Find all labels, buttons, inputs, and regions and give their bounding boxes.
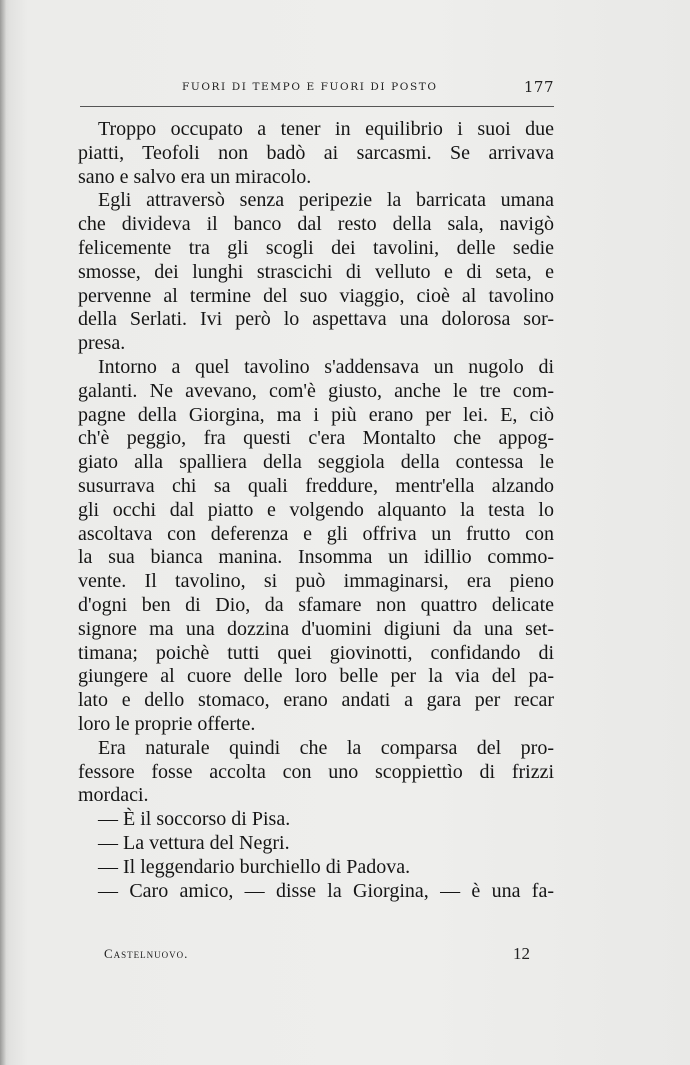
signature-number: 12 bbox=[513, 944, 530, 963]
text-line: della Serlati. Ivi però lo aspettava una dolorosa sor- bbox=[78, 308, 554, 331]
dialogue-line: — Il leggendario burchiello di Padova. bbox=[98, 855, 411, 878]
printer-signature: Castelnuovo. bbox=[104, 946, 189, 961]
text-line: smosse, dei lunghi strascichi di velluto e di seta, e bbox=[78, 260, 554, 283]
text-line: mordaci. bbox=[78, 784, 149, 807]
text-line: sano e salvo era un miracolo. bbox=[78, 165, 312, 188]
dialogue-line: — Caro amico, — disse la Giorgina, — è una fa- bbox=[98, 879, 554, 902]
dialogue-line: — La vettura del Negri. bbox=[98, 831, 290, 854]
running-head bbox=[80, 80, 554, 98]
text-line: che divideva il banco dal resto della sala, navigò bbox=[78, 213, 554, 236]
body-text bbox=[78, 118, 554, 903]
text-line: presa. bbox=[78, 332, 126, 355]
text-line: timana; poichè tutti quei giovinotti, confidando di bbox=[78, 641, 554, 664]
text-line: giungere al cuore delle loro belle per la via del pa- bbox=[78, 665, 554, 688]
text-line: pervenne al termine del suo viaggio, cioè al tavolino bbox=[78, 284, 554, 307]
page-gutter-shadow bbox=[0, 0, 6, 1065]
running-title: FUORI DI TEMPO E FUORI DI POSTO bbox=[182, 81, 438, 93]
text-line: d'ogni ben di Dio, da sfamare non quattro delicate bbox=[78, 593, 554, 616]
text-line: pagne della Giorgina, ma i più erano per lei. E, ciò bbox=[78, 403, 554, 426]
text-line: loro le proprie offerte. bbox=[78, 712, 256, 735]
text-line: susurrava chi sa quali freddure, mentr'ella alzando bbox=[78, 474, 554, 497]
text-line: lato e dello stomaco, erano andati a gara per recar bbox=[78, 689, 554, 712]
header-rule bbox=[80, 106, 554, 107]
text-line: signore ma una dozzina d'uomini digiuni da una set- bbox=[78, 617, 554, 640]
text-line: piatti, Teofoli non badò ai sarcasmi. Se arrivava bbox=[78, 141, 554, 164]
text-line: Intorno a quel tavolino s'addensava un nugolo di bbox=[98, 355, 554, 378]
text-line: gli occhi dal piatto e volgendo alquanto la testa lo bbox=[78, 498, 554, 521]
text-line: giato alla spalliera della seggiola della contessa le bbox=[78, 451, 554, 474]
text-line: Egli attraversò senza peripezie la barricata umana bbox=[98, 189, 554, 212]
page-number: 177 bbox=[523, 78, 554, 96]
text-line: vente. Il tavolino, si può immaginarsi, era pieno bbox=[78, 570, 554, 593]
dialogue-line: — È il soccorso di Pisa. bbox=[98, 808, 291, 831]
text-line: la sua bianca manina. Insomma un idillio commo- bbox=[78, 546, 554, 569]
text-line: galanti. Ne avevano, com'è giusto, anche le tre com- bbox=[78, 379, 554, 402]
text-line: Troppo occupato a tener in equilibrio i suoi due bbox=[98, 118, 554, 140]
text-line: ascoltava con deferenza e gli offriva un frutto con bbox=[78, 522, 554, 545]
text-line: Era naturale quindi che la comparsa del pro- bbox=[98, 736, 554, 759]
text-line: ch'è peggio, fra questi c'era Montalto che appog- bbox=[78, 427, 554, 450]
text-line: fessore fosse accolta con uno scoppiettìo di frizzi bbox=[78, 760, 554, 783]
page-footer bbox=[104, 944, 530, 966]
text-line: felicemente tra gli scogli dei tavolini, delle sedie bbox=[78, 236, 554, 259]
